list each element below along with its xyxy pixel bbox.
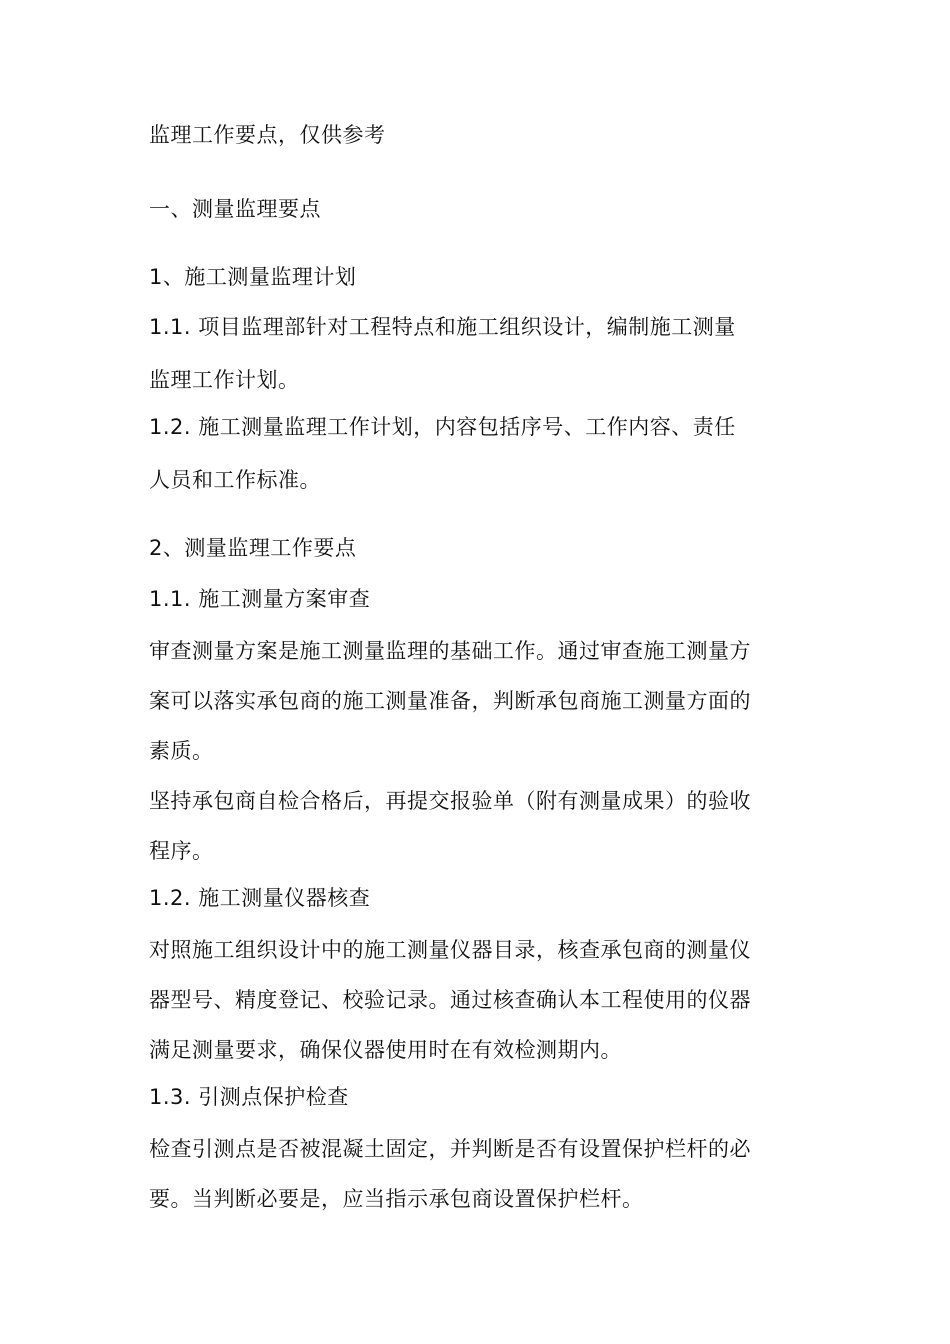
item-heading: 1.1. 施工测量方案审查 xyxy=(149,587,371,611)
paragraph-line: 满足测量要求，确保仪器使用时在有效检测期内。 xyxy=(149,1038,622,1062)
subsection-heading: 1、施工测量监理计划 xyxy=(149,265,357,289)
paragraph-line: 程序。 xyxy=(149,839,214,863)
paragraph-line: 要。当判断必要是，应当指示承包商设置保护栏杆。 xyxy=(149,1187,644,1211)
paragraph-line: 1.2. 施工测量监理工作计划，内容包括序号、工作内容、责任 xyxy=(149,415,736,439)
document-title: 监理工作要点，仅供参考 xyxy=(149,123,386,147)
paragraph-line: 对照施工组织设计中的施工测量仪器目录，核查承包商的测量仪 xyxy=(149,938,751,962)
paragraph-line: 人员和工作标准。 xyxy=(149,468,321,492)
item-heading: 1.2. 施工测量仪器核查 xyxy=(149,886,371,910)
paragraph-line: 器型号、精度登记、校验记录。通过核查确认本工程使用的仪器 xyxy=(149,988,751,1012)
paragraph-line: 1.1. 项目监理部针对工程特点和施工组织设计，编制施工测量 xyxy=(149,315,736,339)
paragraph-line: 检查引测点是否被混凝土固定，并判断是否有设置保护栏杆的必 xyxy=(149,1137,751,1161)
paragraph-line: 审查测量方案是施工测量监理的基础工作。通过审查施工测量方 xyxy=(149,639,751,663)
subsection-heading: 2、测量监理工作要点 xyxy=(149,536,357,560)
item-heading: 1.3. 引测点保护检查 xyxy=(149,1085,349,1109)
paragraph-line: 案可以落实承包商的施工测量准备，判断承包商施工测量方面的 xyxy=(149,689,751,713)
paragraph-line: 素质。 xyxy=(149,739,214,763)
paragraph-line: 监理工作计划。 xyxy=(149,368,300,392)
section-heading: 一、测量监理要点 xyxy=(149,197,321,221)
paragraph-line: 坚持承包商自检合格后，再提交报验单（附有测量成果）的验收 xyxy=(149,789,751,813)
